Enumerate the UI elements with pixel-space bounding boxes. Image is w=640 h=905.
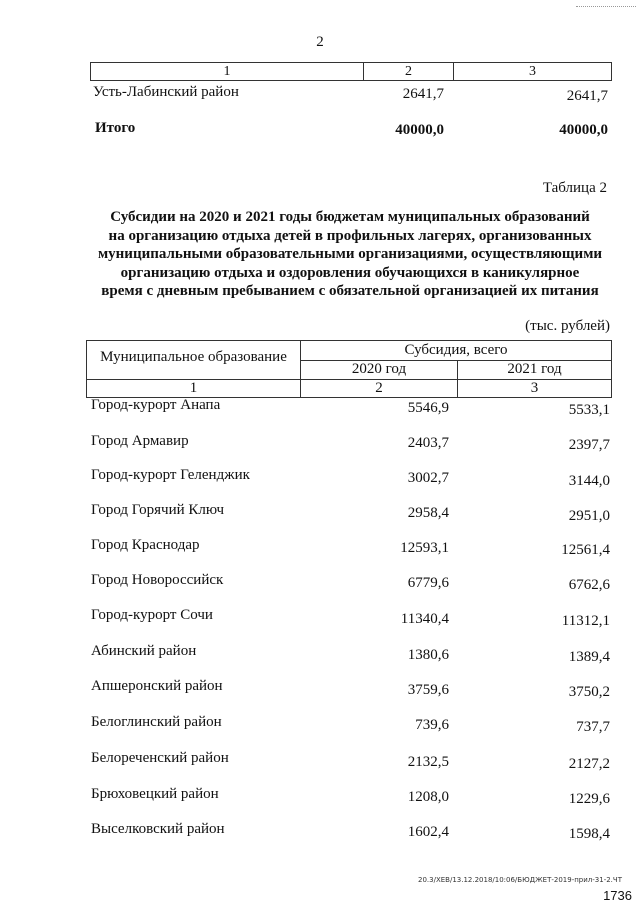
table-row — [0, 397, 640, 417]
row-2021: 2397,7 — [568, 437, 610, 453]
row-2021: 2127,2 — [568, 756, 610, 772]
row-2021: 1229,6 — [568, 791, 610, 807]
table-row — [0, 821, 640, 841]
row-2021: 11312,1 — [561, 613, 610, 629]
row-2020: 739,6 — [415, 717, 449, 733]
row-name: Город Горячий Ключ — [91, 502, 225, 518]
row-2021: 5533,1 — [568, 402, 610, 418]
col-number-2: 2 — [375, 380, 383, 396]
row-name: Город-курорт Сочи — [91, 607, 213, 623]
row-name: Белореченский район — [91, 750, 229, 766]
top-row-2021: 2641,7 — [566, 88, 608, 104]
row-2020: 1208,0 — [407, 789, 449, 805]
col-number-1: 1 — [189, 380, 198, 396]
header-2020: 2020 год — [351, 361, 407, 377]
total-label: Итого — [95, 120, 136, 136]
col-header-3: 3 — [529, 64, 536, 79]
row-2020: 1602,4 — [407, 824, 449, 840]
row-name: Выселковский район — [91, 821, 225, 837]
table-row — [0, 643, 640, 663]
row-name: Апшеронский район — [91, 678, 223, 694]
table-row — [0, 714, 640, 734]
total-2021: 40000,0 — [559, 122, 608, 138]
row-name: Город Новороссийск — [91, 572, 224, 588]
row-2021: 3750,2 — [568, 684, 610, 700]
table-title — [70, 208, 630, 301]
table-row — [0, 572, 640, 592]
title-line: время с дневным пребыванием с обязательной организацией их питания — [101, 283, 599, 299]
page-number: 2 — [316, 34, 324, 50]
title-line: на организацию отдыха детей в профильных лагерях, организованных — [108, 227, 592, 244]
row-2021: 2951,0 — [568, 508, 610, 524]
table-row — [0, 537, 640, 557]
corner-mark — [576, 6, 636, 8]
row-2021: 3144,0 — [568, 473, 610, 489]
row-2020: 6779,6 — [407, 575, 449, 591]
table-row — [0, 678, 640, 698]
row-name: Брюховецкий район — [91, 786, 219, 802]
row-2020: 2403,7 — [407, 435, 449, 451]
row-2021: 1598,4 — [568, 826, 610, 842]
table-row — [0, 786, 640, 806]
row-2020: 2958,4 — [407, 505, 449, 521]
col-header-1: 1 — [223, 64, 231, 79]
title-line: муниципальными образовательными организациями, осуществляющими — [97, 246, 603, 262]
row-name: Город Краснодар — [91, 537, 200, 553]
row-2021: 737,7 — [576, 719, 610, 735]
col-header-2: 2 — [405, 64, 412, 79]
row-2021: 1389,4 — [568, 649, 610, 665]
row-2021: 6762,6 — [568, 577, 610, 593]
row-2020: 5546,9 — [407, 400, 449, 416]
units-label: (тыс. рублей) — [525, 318, 610, 334]
row-name: Город-курорт Геленджик — [91, 467, 250, 483]
footer-file-path: 20.3/ХЕВ/13.12.2018/10:06/БЮДЖЕТ-2019-прил-31-2.ЧТ — [418, 876, 622, 884]
table-row — [0, 750, 640, 770]
header-2021: 2021 год — [507, 361, 562, 377]
row-2020: 3002,7 — [407, 470, 449, 486]
title-line: Субсидии на 2020 и 2021 годы бюджетам муниципальных образований — [110, 209, 590, 225]
row-2020: 11340,4 — [400, 611, 449, 627]
row-2020: 2132,5 — [407, 754, 449, 770]
table-row — [0, 433, 640, 453]
page-code: 1736 — [603, 888, 632, 903]
row-2021: 12561,4 — [561, 542, 610, 558]
header-municipality: Муниципальное образование — [100, 349, 287, 365]
title-line: организацию отдыха и оздоровления обучающихся в каникулярное — [120, 264, 580, 281]
table-row — [0, 607, 640, 627]
row-name: Абинский район — [91, 643, 197, 659]
row-2020: 12593,1 — [400, 540, 449, 556]
header-subsidy: Субсидия, всего — [404, 342, 508, 358]
top-row-2020: 2641,7 — [402, 86, 444, 102]
total-2020: 40000,0 — [395, 122, 444, 138]
table-row — [0, 467, 640, 487]
table2-header — [86, 340, 612, 398]
table-label: Таблица 2 — [542, 180, 607, 196]
top-table-header — [90, 62, 612, 81]
table-row — [0, 502, 640, 522]
col-number-3: 3 — [530, 380, 539, 396]
row-2020: 1380,6 — [407, 647, 449, 663]
row-name: Город-курорт Анапа — [91, 397, 221, 413]
top-table-rule — [90, 80, 612, 81]
top-row-name: Усть-Лабинский район — [93, 84, 239, 100]
row-name: Белоглинский район — [91, 714, 222, 730]
row-name: Город Армавир — [91, 433, 189, 449]
row-2020: 3759,6 — [407, 682, 449, 698]
